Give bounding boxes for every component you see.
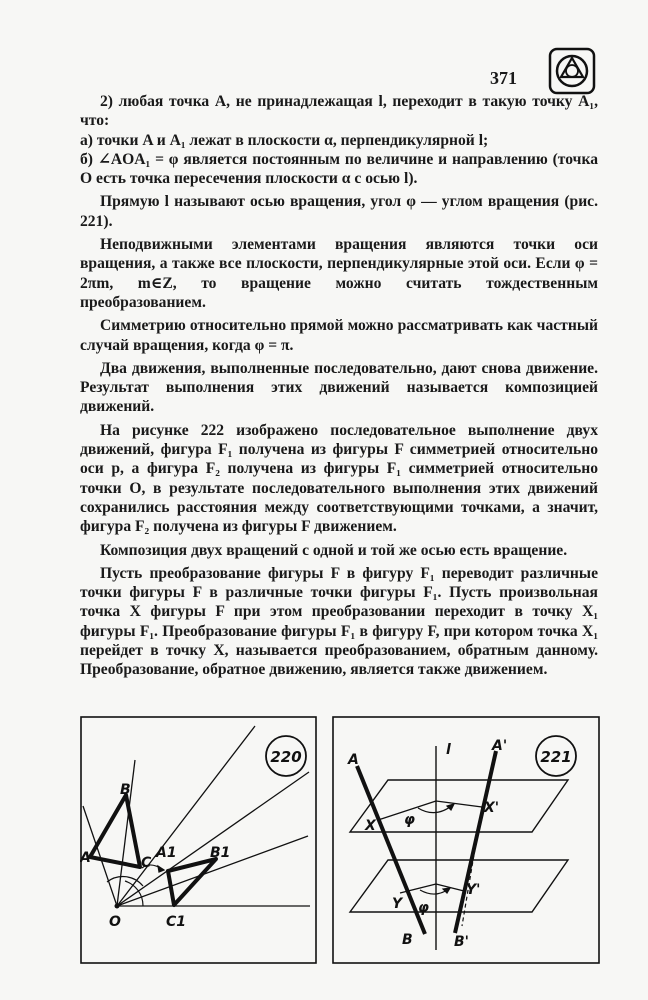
- paragraph-1: 2) любая точка A, не принадлежащая l, переходит в такую точку A₁, что:: [80, 93, 598, 130]
- paragraph-5: Неподвижными элементами вращения являются точки оси вращения, а также все плоскости, перпендикулярные этой оси. Если φ = 2πm, m∈Z, то вращение можно считать тождественным преобразованием.: [80, 236, 598, 311]
- label-B: B: [120, 782, 131, 798]
- label-A-prime: A': [492, 738, 508, 754]
- label-X: X: [365, 818, 376, 834]
- label-B: B: [402, 932, 413, 948]
- label-C: C: [141, 855, 152, 871]
- label-phi-top: φ: [404, 812, 415, 828]
- label-Y-prime: Y': [466, 882, 481, 898]
- label-A1: A1: [156, 845, 177, 861]
- label-A: A: [348, 752, 359, 768]
- figure-221-number: 221: [540, 748, 572, 766]
- label-B-prime: B': [454, 934, 469, 950]
- paragraph-8: На рисунке 222 изображено последовательное выполнение двух движений, фигура F₁ получена из фигуры F симметрией относительно оси p, а фигура F₂ получена из фигуры F₁ симметрией относительно точки O, в результате последовательного выполнения этих движений сохранились расстояния между соответствующими точками, а значит, фигура F₂ получена из фигуры F движением.: [80, 421, 598, 536]
- label-Y: Y: [392, 896, 403, 912]
- segment-a-prime-b-prime: [455, 751, 496, 933]
- label-X-prime: X': [484, 800, 500, 816]
- triangle-abc: [90, 795, 140, 867]
- paragraph-6: Симметрию относительно прямой можно рассматривать как частный случай вращения, когда φ = π.: [80, 317, 598, 354]
- paragraph-2: а) точки A и A₁ лежат в плоскости α, перпендикулярной l;: [80, 131, 489, 149]
- label-C1: C1: [166, 914, 187, 930]
- label-B1: B1: [210, 845, 231, 861]
- lower-plane: [350, 860, 568, 912]
- paragraph-7: Два движения, выполненные последовательно, дают снова движение. Результат выполнения этих движений называется композицией движений.: [80, 359, 598, 416]
- figure-221: [332, 716, 600, 964]
- paragraph-4: Прямую l называют осью вращения, угол φ — углом вращения (рис. 221).: [80, 193, 598, 230]
- body-text: [80, 92, 598, 684]
- paragraph-9: Композиция двух вращений с одной и той же осью есть вращение.: [100, 541, 568, 559]
- segment-ab: [357, 766, 425, 934]
- page-number: 371: [490, 68, 517, 88]
- label-phi-bottom: φ: [418, 900, 429, 916]
- label-O: O: [109, 914, 121, 930]
- circle-triangle-emblem-icon: [547, 46, 597, 96]
- figure-220: [80, 716, 317, 964]
- label-l: l: [446, 742, 451, 758]
- figure-220-number: 220: [270, 748, 302, 766]
- paragraph-10: Пусть преобразование фигуры F в фигуру F₁ переводит различные точки фигуры F в различные точки фигуры F₁. Пусть произвольная точка X фигуры F при этом преобразовании переходит в точку X₁ фигуры F₁. Преобразование фигуры F₁ в фигуру F, при котором точка X₁ перейдет в точку X, называется преобразованием, обратным данному. Преобразование, обратное движению, является также движением.: [80, 564, 598, 679]
- label-A: A: [80, 850, 91, 866]
- paragraph-3: б) ∠AOA₁ = φ является постоянным по величине и направлению (точка O есть точка пересечения плоскости α с осью l).: [80, 150, 598, 188]
